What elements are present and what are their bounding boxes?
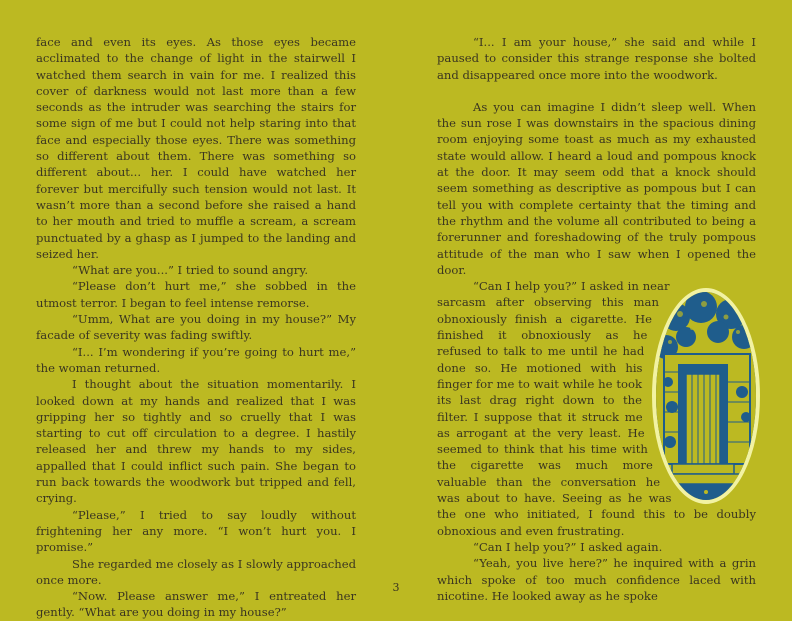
paragraph: As you can imagine I didn’t sleep well. When the sun rose I was downstairs in the spacious dining room enjoying some toast as much as my exhausted state would allow. I heard a loud and pompous knock at the door. It may seem odd that a knock should seem something as descriptive as pompous but I can tell you with complete certainty that the timing and the rhythm and the volume all contributed to being a forerunner and foreshadowing of the truly pompous attitude of the man who I saw when I opened the door.: [437, 99, 756, 277]
page-number: 3: [392, 581, 400, 594]
paragraph: “Umm, What are you doing in my house?” My facade of severity was fading swiftly.: [36, 312, 356, 343]
paragraph: “Now. Please answer me,” I entreated her gently. “What are you doing in my house?”: [36, 589, 356, 620]
paragraph: She regarded me closely as I slowly approached once more.: [36, 556, 356, 587]
paragraph: “Yeah, you live here?” he inquired with a grin which spoke of too much confidence laced with nicotine. He looked away as he spoke: [437, 556, 756, 603]
paragraph: “I... I’m wondering if you’re going to hurt me,” the woman returned.: [36, 344, 356, 375]
paragraph: face and even its eyes. As those eyes became acclimated to the change of light in the stairwell I watched them search in vain for me. I realized this cover of darkness would not last more than a few seconds as the intruder was searching the stairs for some sign of me but I could not help staring into that face and especially those eyes. There was something so different about them. There was something so different about... her. I could have watched her forever but mercifully such tension would not last. It wasn’t more than a second before she raised a hand to her mouth and tried to muffle a scream, a scream punctuated by a ghasp as I jumped to the landing and seized her.: [36, 35, 356, 261]
paragraph: “Please,” I tried to say loudly without frightening her any more. “I won’t hurt you. I promise.”: [36, 507, 356, 555]
paragraph: “Can I help you?” I asked in near sarcasm after observing this man obnoxiously finish a cigarette. He finished it obnoxiously as he refused to talk to me until he had done so. He motioned with his finger for me to wait while he took its last drag right down to the filter. I suppose that it struck me as arrogant at the very least. He seemed to think that his time with the cigarette was much more valuable than the conversation he was about to have. Seeing as he was the one who initiated, I found this to be doubly obnoxious and even frustrating.: [437, 279, 756, 538]
doorway-engraving-icon: [656, 292, 756, 500]
paragraph: “Can I help you?” I asked again.: [473, 539, 663, 554]
paragraph: “Please don’t hurt me,” she sobbed in the utmost terror. I began to feel intense remorse.: [36, 279, 356, 310]
left-column: [36, 34, 356, 621]
paragraph: I thought about the situation momentarily. I looked down at my hands and realized that I was gripping her so tightly and so cruelly that I was starting to cut off circulation to a degree. I hastily released her and threw my hands to my sides, appalled that I could inflict such pain. She began to run back towards the woodwork but tripped and fell, crying.: [36, 377, 356, 506]
doorway-illustration: [652, 288, 760, 504]
right-column: [437, 34, 756, 604]
paragraph: “I... I am your house,” she said and while I paused to consider this strange response she bolted and disappeared once more into the woodwork.: [437, 35, 756, 82]
paragraph: “What are you...” I tried to sound angry.: [72, 263, 309, 278]
